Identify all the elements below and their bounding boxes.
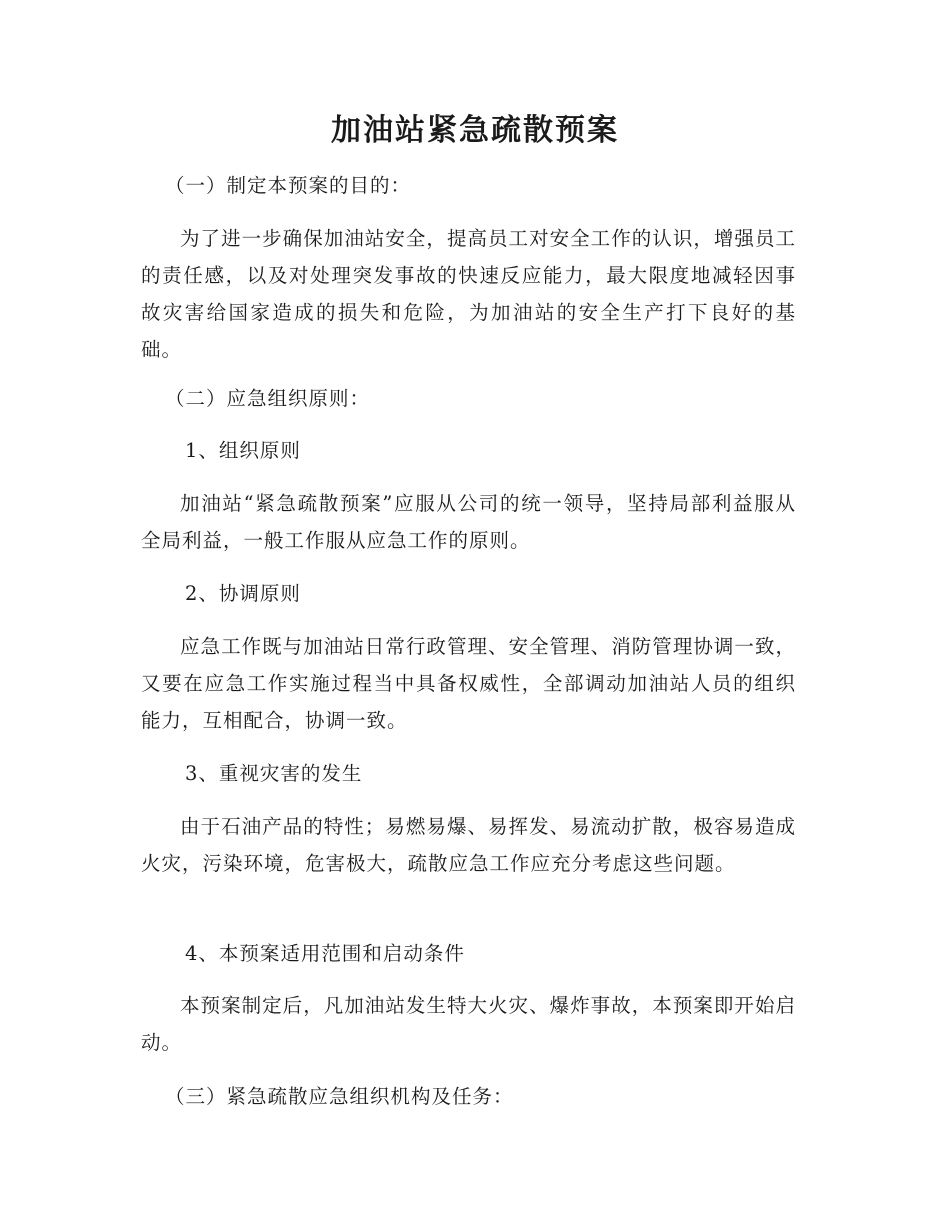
document-title: 加油站紧急疏散预案 bbox=[331, 113, 619, 148]
paragraph-coordination-principle: 应急工作既与加油站日常行政管理、安全管理、消防管理协调一致，又要在应急工作实施过程当中具备权威性，全部调动加油站人员的组织能力，互相配合，协调一致。 bbox=[141, 635, 796, 732]
section-heading-1: （一）制定本预案的目的： bbox=[165, 174, 412, 197]
paragraph-disaster-attention: 由于石油产品的特性；易燃易爆、易挥发、易流动扩散，极容易造成火灾，污染环境，危害极大，疏散应急工作应充分考虑这些问题。 bbox=[141, 815, 796, 875]
paragraph-purpose: 为了进一步确保加油站安全，提高员工对安全工作的认识，增强员工的责任感，以及对处理突发事故的快速反应能力，最大限度地减轻因事故灾害给国家造成的损失和危险，为加油站的安全生产打下良好的基础。 bbox=[141, 227, 796, 361]
subheading-scope-conditions: 4、本预案适用范围和启动条件 bbox=[185, 942, 465, 965]
paragraph-scope-conditions: 本预案制定后，凡加油站发生特大火灾、爆炸事故，本预案即开始启动。 bbox=[141, 994, 796, 1054]
subheading-coordination-principle: 2、协调原则 bbox=[185, 582, 301, 605]
section-heading-2: （二）应急组织原则： bbox=[165, 387, 371, 410]
subheading-disaster-attention: 3、重视灾害的发生 bbox=[185, 762, 363, 785]
subheading-organization-principle: 1、组织原则 bbox=[185, 439, 301, 462]
section-heading-3: （三）紧急疏散应急组织机构及任务： bbox=[165, 1085, 514, 1108]
paragraph-organization-principle: 加油站“紧急疏散预案”应服从公司的统一领导，坚持局部利益服从全局利益，一般工作服从应急工作的原则。 bbox=[141, 492, 796, 552]
